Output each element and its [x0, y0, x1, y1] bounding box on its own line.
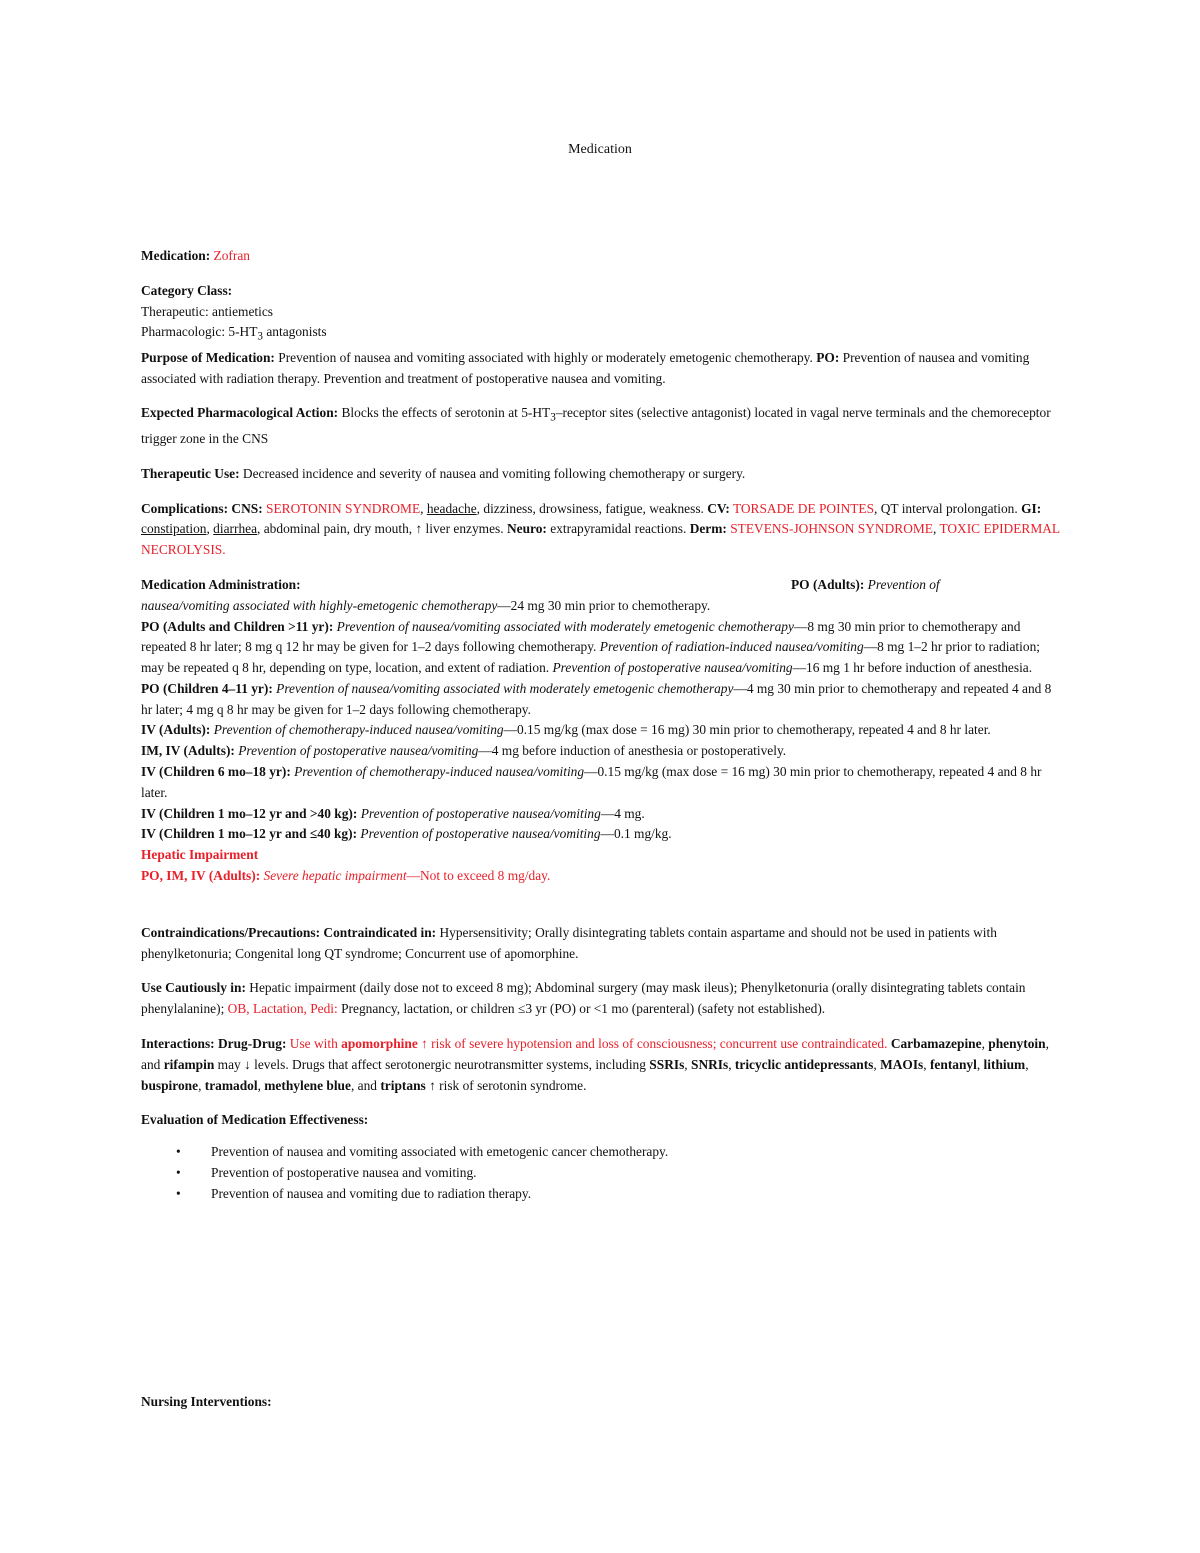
hepatic-dose-text: —Not to exceed 8 mg/day. — [406, 868, 551, 884]
buspirone-term: buspirone — [141, 1077, 199, 1093]
medication-label: Medication: — [141, 248, 211, 263]
cns-label: CNS: — [231, 500, 263, 516]
therapeutic-class — [141, 302, 1061, 323]
neuro-label: Neuro: — [506, 521, 547, 537]
lithium-term: lithium — [983, 1056, 1026, 1072]
administration-label: Medication Administration: — [141, 576, 301, 592]
sjs-term: STEVENS-JOHNSON SYNDROME — [730, 521, 933, 537]
administration-heading-row — [141, 575, 1061, 596]
interactions-paragraph: Interactions: Drug-Drug: Use with apomorphine ↑ risk of severe hypotension and loss of consciousness; concurrent use contraindicated. Carbamazepine, phenytoin, and rifampin may ↓ levels. Drugs that affect serotonergic neurotransmitter systems, including SSRIs, SNRIs, tricyclic antidepressants, MAOIs, fentanyl, lithium, buspirone, tramadol, methylene blue, and triptans ↑ risk of serotonin syndrome. — [141, 1036, 1049, 1093]
interaction-text-2: ↑ risk of serotonin syndrome. — [429, 1077, 587, 1093]
pharmacologic-subscript: 3 — [257, 331, 263, 344]
po-adult-dose: nausea/vomiting associated with highly-emetogenic chemotherapy—24 mg 30 min prior to chemotherapy. — [141, 597, 711, 613]
therapeutic-class-value: antiemetics — [212, 303, 274, 319]
tca-term: tricyclic antidepressants — [734, 1056, 874, 1072]
therapeutic-use-paragraph — [141, 464, 1061, 485]
torsades-term: TORSADE DE POINTES — [732, 500, 875, 516]
im-iv-dose-text: —4 mg before induction of anesthesia or postoperatively. — [478, 743, 787, 759]
action-text-1: Blocks the effects of serotonin at 5-HT — [341, 405, 551, 421]
list-item: • Prevention of nausea and vomiting due to radiation therapy. — [211, 1183, 1061, 1204]
iv-adult-dose-text: —0.15 mg/kg (max dose = 16 mg) 30 min prior to chemotherapy, repeated 4 and 8 hr later. — [503, 722, 991, 738]
gi-rest: , abdominal pain, dry mouth, ↑ liver enzymes. — [257, 521, 504, 537]
purpose-po-label: PO: — [816, 349, 840, 365]
pharmacologic-class-value: 5-HT — [228, 324, 258, 340]
medication-line — [141, 246, 1061, 267]
evaluation-heading — [141, 1110, 1061, 1131]
iv-child6-dose-text: —0.15 mg/kg (max dose = 16 mg) 30 min prior to chemotherapy, repeated 4 and 8 hr later. — [141, 764, 1042, 800]
iv-adult-dose — [141, 720, 1061, 741]
use-cautiously-label: Use Cautiously in: — [141, 980, 246, 996]
constipation-term: constipation — [141, 521, 207, 537]
hepatic-heading — [141, 845, 1061, 866]
po-child4-dose-text: —4 mg 30 min prior to chemotherapy and repeated 4 and 8 hr later; 4 mg q 8 hr may be given for 1–2 days following chemotherapy. — [141, 680, 1052, 717]
diarrhea-term: diarrhea — [213, 521, 258, 537]
cv-rest: , QT interval prolongation. — [874, 500, 1018, 516]
headache-term: headache — [426, 500, 477, 516]
iv-child6-indication: Prevention of chemotherapy-induced nausea/vomiting — [294, 764, 585, 780]
list-item: • Prevention of nausea and vomiting associated with emetogenic cancer chemotherapy. — [211, 1141, 1061, 1162]
use-cautiously-text-2: Pregnancy, lactation, or children ≤3 yr (PO) or <1 mo (parenteral) (safety not established). — [341, 1001, 826, 1017]
contraindicated-in-label: Contraindicated in: — [323, 924, 437, 940]
iv-child6-dose — [141, 762, 1061, 804]
hepatic-dose — [141, 866, 1061, 887]
page-title: Medication — [568, 142, 632, 157]
im-iv-adult-dose — [141, 741, 1061, 762]
po-adult-italic-lead: Prevention of — [867, 576, 940, 592]
gi-label: GI: — [1021, 500, 1042, 516]
iv-child1-le40-dose-text: —0.1 mg/kg. — [600, 826, 672, 842]
purpose-paragraph — [141, 348, 1061, 390]
po-adult-dose-text: —24 mg 30 min prior to chemotherapy. — [497, 597, 711, 613]
nursing-interventions-heading — [141, 1394, 272, 1410]
action-subscript: 3 — [550, 412, 556, 425]
evaluation-label: Evaluation of Medication Effectiveness: — [141, 1112, 369, 1128]
use-cautiously-paragraph — [141, 978, 1061, 1020]
maois-term: MAOIs — [880, 1056, 924, 1072]
cv-label: CV: — [707, 500, 730, 516]
document-body — [141, 246, 1061, 1204]
hepatic-label: Hepatic Impairment — [141, 847, 259, 863]
pharmacologic-class — [141, 322, 1061, 347]
derm-label: Derm: — [689, 521, 727, 537]
action-label: Expected Pharmacological Action: — [141, 405, 339, 421]
po-adult-label: PO (Adults): — [791, 576, 865, 592]
therapeutic-use-label: Therapeutic Use: — [141, 465, 240, 481]
contraindications-paragraph — [141, 923, 1061, 965]
iv-child1-gt40-dose-text: —4 mg. — [600, 805, 645, 821]
category-heading — [141, 281, 1061, 302]
po-child11-dose-1: —8 mg 30 min prior to chemotherapy and repeated 8 hr later; 8 mg q 12 hr may be given for 1–2 days following chemotherapy. — [141, 618, 1021, 655]
carbamazepine-term: Carbamazepine — [890, 1036, 982, 1052]
po-child11-dose-3: —16 mg 1 hr before induction of anesthesia. — [792, 660, 1033, 676]
purpose-text-1: Prevention of nausea and vomiting associated with highly or moderately emetogenic chemotherapy. — [278, 349, 813, 365]
po-child11-dose-2: —8 mg 1–2 hr prior to radiation; may be repeated q 8 hr, depending on type, location, and extent of radiation. — [141, 639, 1040, 676]
iv-child1-gt40-dose — [141, 804, 1061, 825]
po-child11-indication-1: Prevention of nausea/vomiting associated with moderately emetogenic chemotherapy — [336, 618, 794, 634]
action-paragraph — [141, 403, 1061, 449]
category-label: Category Class: — [141, 282, 233, 298]
therapeutic-class-label: Therapeutic: — [141, 303, 209, 319]
fentanyl-term: fentanyl — [929, 1056, 977, 1072]
interaction-red-1: Use with — [289, 1036, 338, 1052]
iv-child6-label: IV (Children 6 mo–18 yr): — [141, 764, 291, 780]
po-child11-label: PO (Adults and Children >11 yr): — [141, 618, 334, 634]
po-adult-lead — [791, 575, 1061, 596]
iv-child1-gt40-label: IV (Children 1 mo–12 yr and >40 kg): — [141, 805, 358, 821]
pharmacologic-class-label: Pharmacologic: — [141, 324, 226, 340]
po-child11-indication-2: Prevention of radiation-induced nausea/vomiting — [599, 639, 864, 655]
contraindicated-in-text: Hypersensitivity; Orally disintegrating tablets contain aspartame and should not be used in patients with phenylketonuria; Congenital long QT syndrome; Concurrent use of apomorphine. — [141, 924, 997, 961]
cns-rest: , dizziness, drowsiness, fatigue, weakness. — [476, 500, 704, 516]
tramadol-term: tramadol — [204, 1077, 258, 1093]
interaction-red-2: ↑ risk of severe hypotension and loss of consciousness; concurrent use contraindicated. — [421, 1036, 888, 1052]
complications-paragraph: Complications: CNS: SEROTONIN SYNDROME, headache, dizziness, drowsiness, fatigue, weakness. CV: TORSADE DE POINTES, QT interval prolongation. GI: constipation, diarrhea, abdominal pain, dry mouth, ↑ liver enzymes. Neuro: extrapyramidal reactions. Derm: STEVENS-JOHNSON SYNDROME, TOXIC EPIDERMAL NECROLYSIS. — [141, 500, 1060, 558]
hepatic-indication: Severe hepatic impairment — [263, 868, 407, 884]
iv-adult-label: IV (Adults): — [141, 722, 211, 738]
interactions-label: Interactions: Drug-Drug: — [141, 1036, 287, 1052]
iv-adult-indication: Prevention of chemotherapy-induced nausea/vomiting — [213, 722, 504, 738]
po-child4-label: PO (Children 4–11 yr): — [141, 680, 273, 696]
methylene-blue-term: methylene blue — [264, 1077, 351, 1093]
purpose-text-2: Prevention of nausea and vomiting associated with radiation therapy. Prevention and treatment of postoperative nausea and vomiting. — [141, 349, 1030, 386]
list-item: • Prevention of postoperative nausea and vomiting. — [211, 1162, 1061, 1183]
ssris-term: SSRIs — [649, 1056, 685, 1072]
iv-child1-le40-dose — [141, 824, 1061, 845]
use-cautiously-text: Hepatic impairment (daily dose not to exceed 8 mg); Abdominal surgery (may mask ileus); Phenylketonuria (orally disintegrating tablets contain phenylalanine); — [141, 980, 1026, 1017]
iv-child1-le40-indication: Prevention of postoperative nausea/vomiting — [360, 826, 601, 842]
medication-name: Zofran — [213, 248, 250, 263]
neuro-text: extrapyramidal reactions. — [550, 521, 687, 537]
complications-label: Complications: — [141, 500, 229, 516]
nursing-interventions-label: Nursing Interventions: — [141, 1394, 272, 1409]
interaction-text-1: may ↓ levels. Drugs that affect serotonergic neurotransmitter systems, including — [217, 1056, 646, 1072]
po-child4-dose — [141, 679, 1061, 721]
contraindications-label: Contraindications/Precautions: — [141, 924, 321, 940]
ob-lactation-pedi: OB, Lactation, Pedi: — [227, 1001, 338, 1017]
im-iv-label: IM, IV (Adults): — [141, 743, 235, 759]
phenytoin-term: phenytoin — [988, 1036, 1046, 1052]
action-text-2: –receptor sites (selective antagonist) located in vagal nerve terminals and the chemoreceptor trigger zone in the CNS — [141, 405, 1051, 446]
po-child11-dose — [141, 617, 1061, 679]
im-iv-indication: Prevention of postoperative nausea/vomiting — [238, 743, 479, 759]
apomorphine-term: apomorphine — [341, 1036, 418, 1052]
rifampin-term: rifampin — [163, 1056, 215, 1072]
serotonin-syndrome: SEROTONIN SYNDROME — [266, 500, 421, 516]
po-child4-indication: Prevention of nausea/vomiting associated with moderately emetogenic chemotherapy — [276, 680, 734, 696]
po-child11-indication-3: Prevention of postoperative nausea/vomiting — [552, 660, 793, 676]
ten-term: TOXIC EPIDERMAL NECROLYSIS — [141, 521, 1060, 558]
evaluation-list — [141, 1141, 1061, 1204]
purpose-label: Purpose of Medication: — [141, 349, 275, 365]
triptans-term: triptans — [380, 1077, 426, 1093]
pharmacologic-class-rest: antagonists — [266, 324, 327, 340]
snris-term: SNRIs — [691, 1056, 729, 1072]
iv-child1-le40-label: IV (Children 1 mo–12 yr and ≤40 kg): — [141, 826, 358, 842]
therapeutic-use-text: Decreased incidence and severity of nausea and vomiting following chemotherapy or surgery. — [242, 465, 746, 481]
hepatic-route: PO, IM, IV (Adults): — [141, 868, 261, 884]
iv-child1-gt40-indication: Prevention of postoperative nausea/vomiting — [360, 805, 601, 821]
